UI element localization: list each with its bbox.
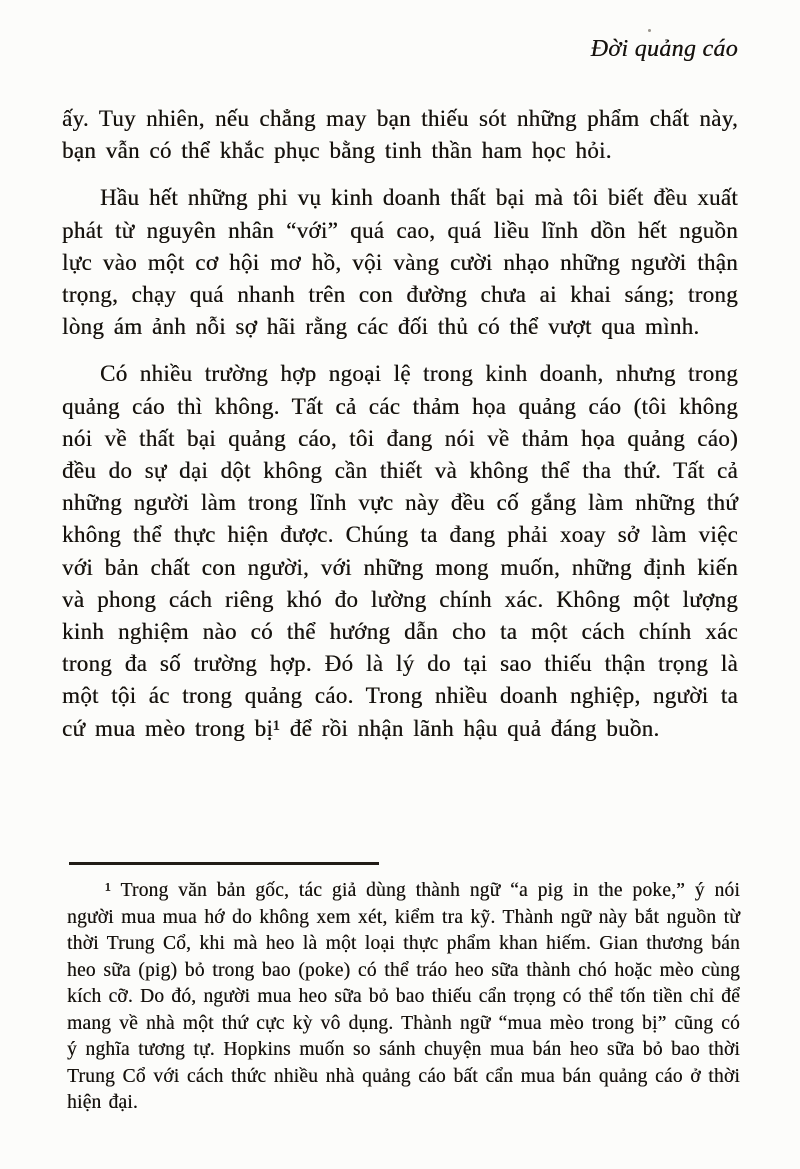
body-paragraph-2: Hầu hết những phi vụ kinh doanh thất bại mà tôi biết đều xuất phát từ nguyên nhân “với” quá cao, quá liều lĩnh dồn hết nguồn lực vào một cơ hội mơ hồ, vội vàng cười nhạo những người thận trọng, chạy quá nhanh trên con đường chưa ai khai sáng; trong lòng ám ảnh nỗi sợ hãi rằng các đối thủ có thể vượt qua mình.	[62, 185, 738, 340]
body-paragraph-1: ấy. Tuy nhiên, nếu chẳng may bạn thiếu sót những phẩm chất này, bạn vẫn có thể khắc phục bằng tinh thần ham học hỏi.	[62, 106, 738, 164]
scan-speck	[648, 29, 651, 32]
body-paragraph-3: Có nhiều trường hợp ngoại lệ trong kinh doanh, nhưng trong quảng cáo thì không. Tất cả các thảm họa quảng cáo (tôi không nói về thất bại quảng cáo, tôi đang nói về thảm họa quảng cáo) đều do sự dại dột không cần thiết và không thể tha thứ. Tất cả những người làm trong lĩnh vực này đều cố gắng làm những thứ không thể thực hiện được. Chúng ta đang phải xoay sở làm việc với bản chất con người, với những mong muốn, những định kiến và phong cách riêng khó đo lường chính xác. Không một lượng kinh nghiệm nào có thể hướng dẫn cho ta một cách chính xác trong đa số trường hợp. Đó là lý do tại sao thiếu thận trọng là một tội ác trong quảng cáo. Trong nhiều doanh nghiệp, người ta cứ mua mèo trong bị¹ để rồi nhận lãnh hậu quả đáng buồn.	[62, 361, 738, 741]
footnote-separator-rule	[69, 862, 379, 865]
footnote-text: ¹ Trong văn bản gốc, tác giả dùng thành ngữ “a pig in the poke,” ý nói người mua mua hớ do không xem xét, kiểm tra kỹ. Thành ngữ này bắt nguồn từ thời Trung Cổ, khi mà heo là một loại thực phẩm khan hiếm. Gian thương bán heo sữa (pig) bỏ trong bao (poke) có thể tráo heo sữa thành chó hoặc mèo cùng kích cỡ. Do đó, người mua heo sữa bỏ bao thiếu cẩn trọng có thể tốn tiền chỉ để mang về nhà một thứ cực kỳ vô dụng. Thành ngữ “mua mèo trong bị” cũng có ý nghĩa tương tự. Hopkins muốn so sánh chuyện mua bán heo sữa bỏ bao thời Trung Cổ với cách thức nhiều nhà quảng cáo bất cẩn mua bán quảng cáo ở thời hiện đại.	[67, 880, 740, 1113]
footnote-section	[67, 862, 740, 1117]
body-text	[62, 103, 738, 760]
running-header-title: Đời quảng cáo	[590, 36, 738, 62]
